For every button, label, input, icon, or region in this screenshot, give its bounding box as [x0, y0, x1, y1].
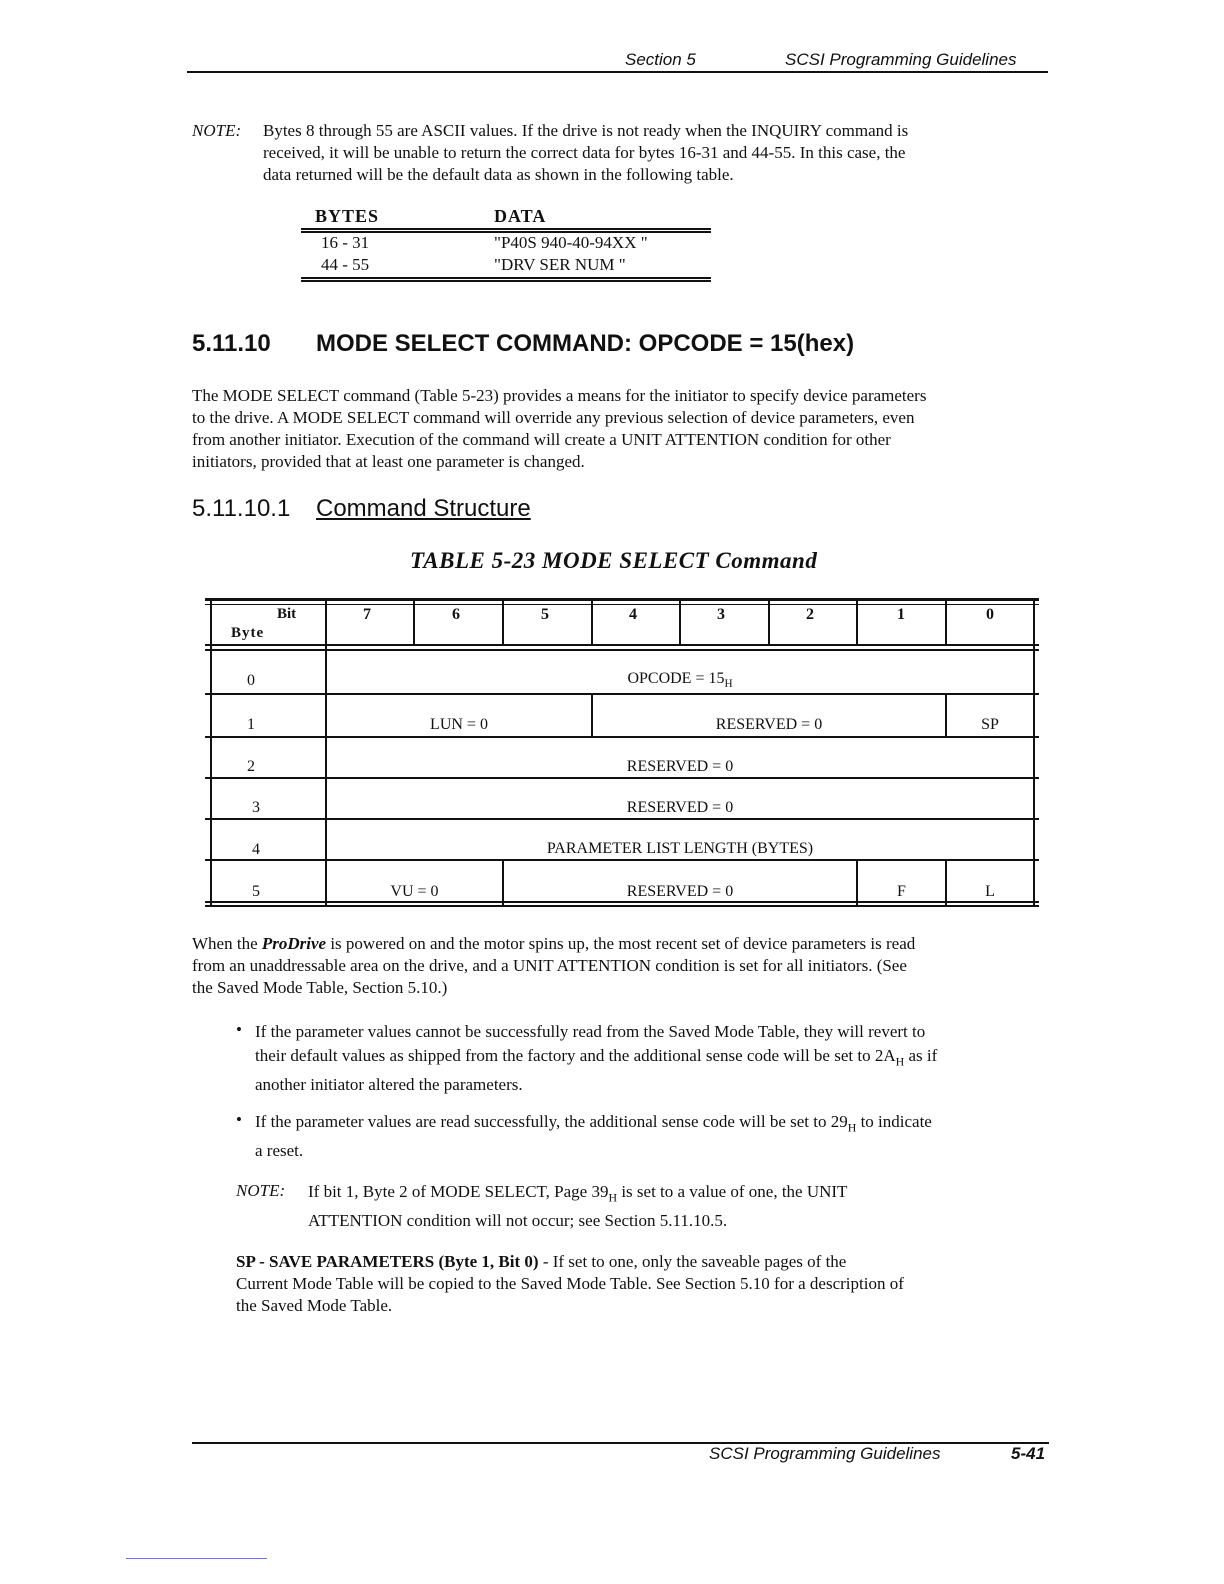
text-span: is set to a value of one, the UNIT: [617, 1182, 848, 1201]
paragraph-line: the Saved Mode Table.: [236, 1296, 393, 1315]
vu-field: VU = 0: [390, 883, 439, 900]
header-data: DATA: [494, 206, 547, 226]
grid-line: [205, 905, 1039, 907]
bullet-icon: •: [236, 1110, 242, 1129]
subsection-title: Command Structure: [316, 495, 531, 522]
bullet-text: [255, 1020, 1055, 1097]
footnote-rule: [126, 1558, 267, 1559]
grid-line: [679, 598, 681, 646]
grid-line: [205, 736, 1039, 738]
parameter-list-length-field: PARAMETER LIST LENGTH (BYTES): [546, 840, 814, 857]
text-span: their default values as shipped from the factory and the additional sense code will be set to 2A: [255, 1046, 896, 1065]
bullet-line: a reset.: [255, 1141, 304, 1161]
header-title: SCSI Programming Guidelines: [785, 50, 1017, 69]
bit-number: 1: [897, 606, 905, 623]
grid-line: [205, 818, 1039, 820]
bit-number: 6: [452, 606, 460, 623]
bullet-line: another initiator altered the parameters.: [255, 1075, 523, 1095]
hex-subscript: H: [847, 1120, 857, 1135]
reserved-field: RESERVED = 0: [626, 758, 734, 775]
note-line: data returned will be the default data as shown in the following table.: [263, 165, 734, 184]
bit-number: 5: [541, 606, 549, 623]
grid-line: [591, 598, 593, 646]
bit-number: 4: [629, 606, 637, 623]
table-header-row: [301, 206, 711, 228]
text-span: - If set to one, only the saveable pages of the: [538, 1252, 847, 1271]
byte-number: 4: [252, 841, 260, 858]
note-line: Bytes 8 through 55 are ASCII values. If the drive is not ready when the INQUIRY command is: [263, 121, 909, 140]
grid-line: [210, 598, 212, 907]
bullet-line: [255, 1110, 1055, 1139]
bullet-line: If the parameter values cannot be successfully read from the Saved Mode Table, they will revert to: [255, 1022, 926, 1041]
paragraph-line: [192, 933, 1052, 955]
grid-line: [413, 598, 415, 646]
note-line: ATTENTION condition will not occur; see Section 5.11.10.5.: [308, 1211, 728, 1231]
grid-line: [205, 859, 1039, 861]
bytes-cell: 16 - 31: [321, 233, 370, 252]
table-row: [301, 255, 711, 277]
header-rule: [187, 71, 1048, 73]
section-title: MODE SELECT COMMAND: OPCODE = 15(hex): [316, 330, 855, 357]
table-caption: TABLE 5-23 MODE SELECT Command: [410, 548, 818, 573]
paragraph-line: from an unaddressable area on the drive, and a UNIT ATTENTION condition is set for all initiators. (See: [192, 956, 907, 975]
note-text: [263, 120, 1053, 186]
save-parameters-paragraph: [236, 1251, 1051, 1317]
footer-title: SCSI Programming Guidelines: [709, 1444, 941, 1463]
subsection-number: 5.11.10.1: [192, 495, 291, 522]
data-cell: "DRV SER NUM ": [494, 255, 626, 274]
page-number: 5-41: [1011, 1444, 1046, 1463]
byte-label: Byte: [231, 625, 265, 641]
text-span: is powered on and the motor spins up, the most recent set of device parameters is read: [326, 934, 916, 953]
bullet-text: [255, 1110, 1055, 1163]
grid-line: [205, 649, 1039, 651]
sp-term: SP - SAVE PARAMETERS (Byte 1, Bit 0): [236, 1252, 539, 1271]
note-line: [308, 1180, 1048, 1209]
grid-line: [325, 598, 327, 907]
paragraph-line: from another initiator. Execution of the command will create a UNIT ATTENTION condition for other: [192, 430, 891, 449]
note-line: received, it will be unable to return the correct data for bytes 16-31 and 44-55. In this case, the: [263, 143, 906, 162]
bit-number: 0: [986, 606, 994, 623]
bit-number: 2: [806, 606, 814, 623]
text-span: as if: [904, 1046, 938, 1065]
grid-line: [205, 604, 1039, 605]
byte-number: 0: [247, 672, 255, 689]
bit-number: 3: [717, 606, 725, 623]
grid-line: [856, 598, 858, 646]
paragraph-line: initiators, provided that at least one parameter is changed.: [192, 452, 585, 471]
grid-line: [1033, 598, 1035, 907]
lun-field: LUN = 0: [430, 716, 488, 733]
grid-line: [205, 901, 1039, 903]
text-span: If bit 1, Byte 2 of MODE SELECT, Page 39: [308, 1182, 609, 1201]
l-field: L: [985, 883, 995, 900]
grid-line: [768, 598, 770, 646]
power-on-paragraph: [192, 933, 1052, 999]
bullet-icon: •: [236, 1020, 242, 1039]
byte-number: 2: [247, 758, 255, 775]
f-field: F: [897, 883, 906, 900]
opcode-field: [327, 670, 1033, 690]
text-span: If the parameter values are read successfully, the additional sense code will be set to 29: [255, 1112, 848, 1131]
grid-line: [205, 693, 1039, 695]
grid-line: [205, 777, 1039, 779]
grid-line: [945, 598, 947, 646]
hex-subscript: H: [608, 1190, 618, 1205]
bit-label: Bit: [277, 606, 297, 622]
note-text: [308, 1180, 1048, 1233]
text-span: When the: [192, 934, 262, 953]
byte-number: 1: [247, 716, 255, 733]
paragraph-line: [236, 1251, 1051, 1273]
header-section: Section 5: [625, 50, 696, 69]
opcode-text: OPCODE = 15: [627, 670, 725, 687]
bytes-cell: 44 - 55: [321, 255, 370, 274]
note-label: NOTE:: [236, 1181, 286, 1200]
table-rule: [301, 277, 711, 282]
paragraph-line: The MODE SELECT command (Table 5-23) provides a means for the initiator to specify device parameters: [192, 386, 927, 405]
product-name: ProDrive: [261, 934, 327, 953]
intro-paragraph: [192, 385, 1052, 473]
mode-select-command-table: [205, 598, 1039, 909]
paragraph-line: to the drive. A MODE SELECT command will override any previous selection of device parameters, even: [192, 408, 915, 427]
reserved-field: RESERVED = 0: [626, 883, 734, 900]
paragraph-line: the Saved Mode Table, Section 5.10.): [192, 978, 448, 997]
byte-number: 3: [252, 799, 260, 816]
reserved-field: RESERVED = 0: [626, 799, 734, 816]
opcode-subscript: H: [724, 678, 733, 691]
paragraph-line: Current Mode Table will be copied to the Saved Mode Table. See Section 5.10 for a description of: [236, 1274, 904, 1293]
grid-line: [205, 644, 1039, 646]
table-row: [301, 233, 711, 255]
text-span: to indicate: [856, 1112, 932, 1131]
header-bytes: BYTES: [315, 206, 380, 226]
bit-number: 7: [363, 606, 371, 623]
hex-subscript: H: [895, 1054, 905, 1069]
grid-line: [205, 598, 1039, 601]
grid-line: [502, 598, 504, 646]
byte-number: 5: [252, 883, 260, 900]
note-label: NOTE:: [192, 121, 242, 140]
default-data-table: [301, 206, 711, 282]
sp-field: SP: [981, 716, 999, 733]
data-cell: "P40S 940-40-94XX ": [494, 233, 648, 252]
bullet-line: [255, 1044, 1055, 1073]
section-number: 5.11.10: [192, 330, 271, 357]
reserved-field: RESERVED = 0: [715, 716, 823, 733]
